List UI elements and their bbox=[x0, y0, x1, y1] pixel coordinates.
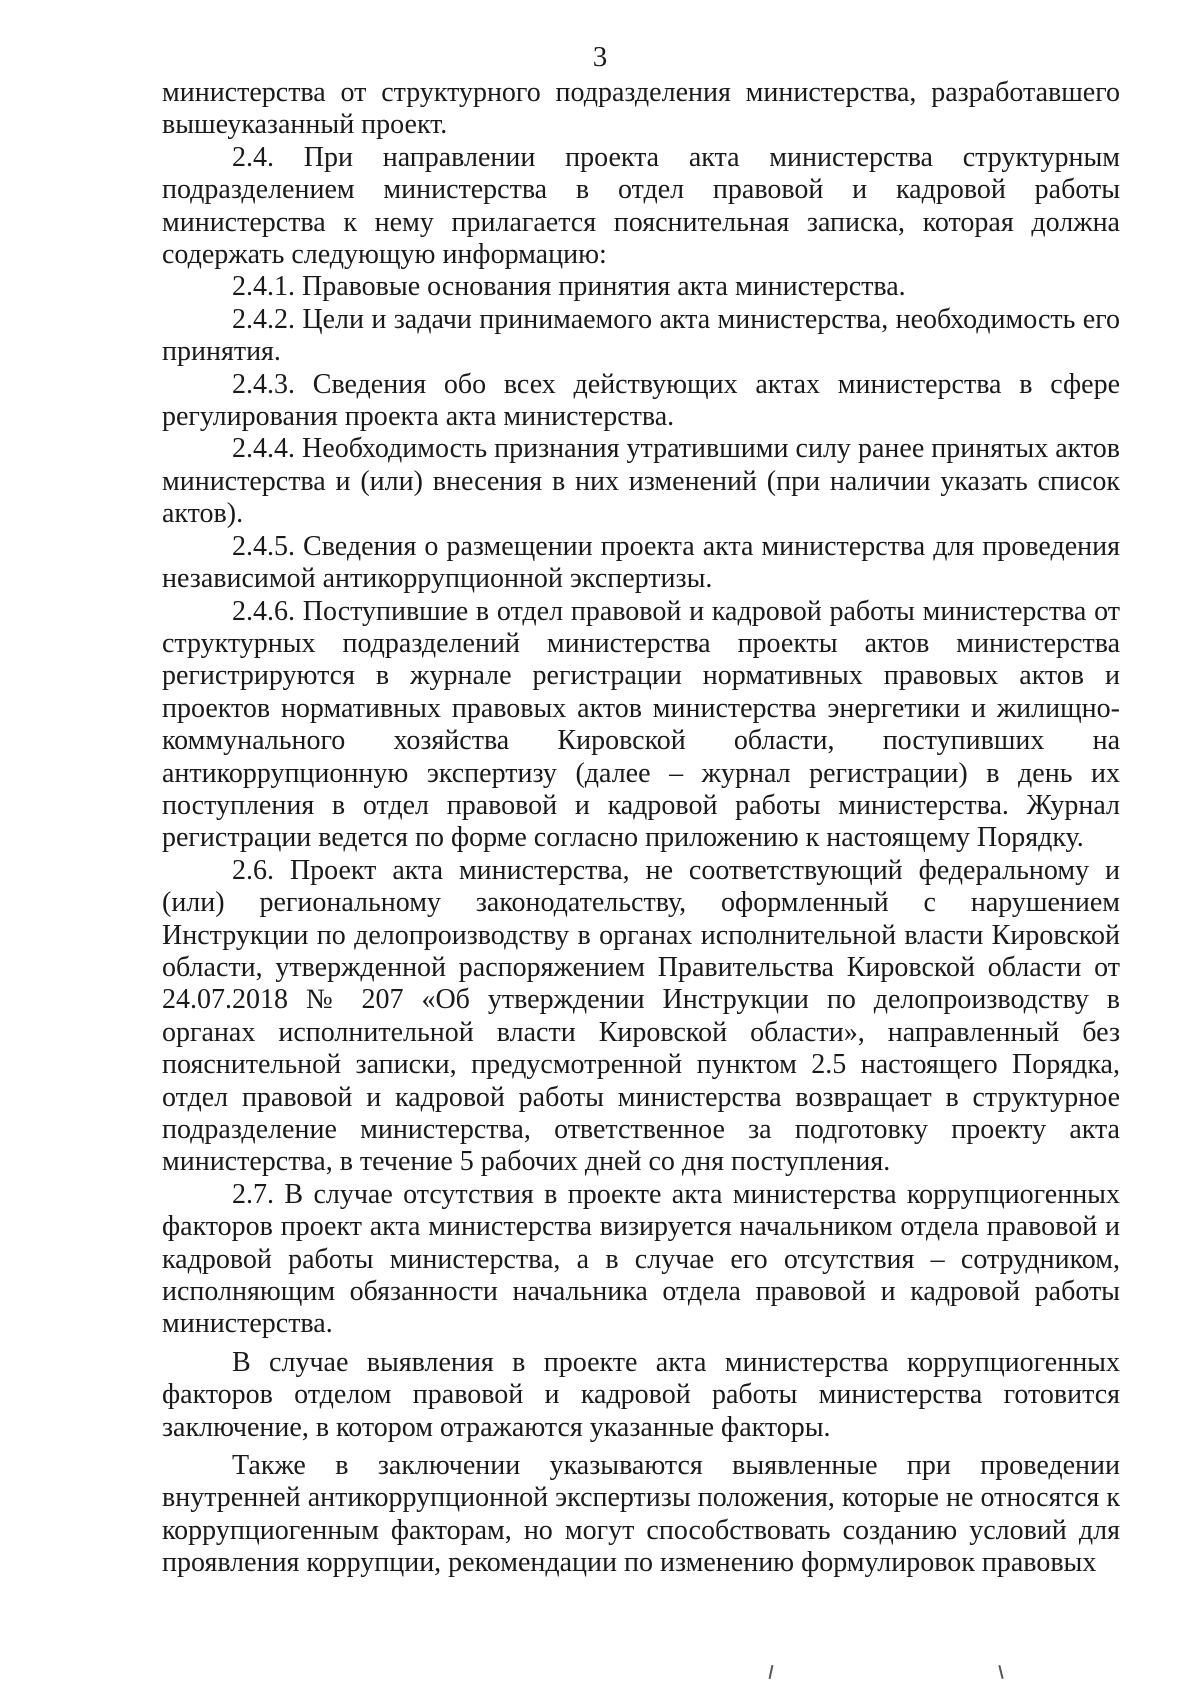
paragraph-2-6: 2.6. Проект акта министерства, не соответствующий федеральному и (или) региональному законодательству, оформленный с нарушением Инструкции по делопроизводству в органах исполнительной власти Кировской области, утвержденной распоряжением Правительства Кировской области от 24.07.2018 № 207 «Об утверждении Инструкции по делопроизводству в органах исполнительной власти Кировской области», направленный без пояснительной записки, предусмотренной пунктом 2.5 настоящего Порядка, отдел правовой и кадровой работы министерства возвращает в структурное подразделение министерства, ответственное за подготовку проекту акта министерства, в течение 5 рабочих дней со дня поступления. bbox=[162, 854, 1120, 1178]
paragraph-2-4-1: 2.4.1. Правовые основания принятия акта министерства. bbox=[232, 271, 906, 303]
document-body bbox=[162, 77, 1120, 1580]
paragraph-2-4-4: 2.4.4. Необходимость признания утратившими силу ранее принятых актов министерства и (или) внесения в них изменений (при наличии указать список актов). bbox=[162, 433, 1120, 530]
paragraph-conclusion-details: Также в заключении указываются выявленные при проведении внутренней антикоррупционной экспертизы положения, которые не относятся к коррупциогенным факторам, но могут способствовать созданию условий для проявления коррупции, рекомендации по изменению формулировок правовых bbox=[162, 1450, 1120, 1579]
page-number: 3 bbox=[592, 41, 608, 73]
scan-artifact-mark bbox=[998, 1665, 1003, 1679]
paragraph-2-4: 2.4. При направлении проекта акта министерства структурным подразделением министерства в отдел правовой и кадровой работы министерства к нему прилагается пояснительная записка, которая должна содержать следующую информацию: bbox=[162, 141, 1120, 271]
paragraph-2-4-2: 2.4.2. Цели и задачи принимаемого акта министерства, необходимость его принятия. bbox=[162, 303, 1120, 368]
paragraph-2-4-6: 2.4.6. Поступившие в отдел правовой и кадровой работы министерства от структурных подразделений министерства проекты актов министерства регистрируются в журнале регистрации нормативных правовых актов и проектов нормативных правовых актов министерства энергетики и жилищно-коммунального хозяйства Кировской области, поступивших на антикоррупционную экспертизу (далее – журнал регистрации) в день их поступления в отдел правовой и кадровой работы министерства. Журнал регистрации ведется по форме согласно приложению к настоящему Порядку. bbox=[162, 595, 1120, 854]
paragraph-2-4-5: 2.4.5. Сведения о размещении проекта акта министерства для проведения независимой антикоррупционной экспертизы. bbox=[162, 530, 1120, 595]
paragraph-2-7: 2.7. В случае отсутствия в проекте акта министерства коррупциогенных факторов проект акта министерства визируется начальником отдела правовой и кадровой работы министерства, а в случае его отсутствия – сотрудником, исполняющим обязанности начальника отдела правовой и кадровой работы министерства. bbox=[162, 1178, 1120, 1340]
paragraph-continuation: министерства от структурного подразделения министерства, разработавшего вышеуказанный проект. bbox=[162, 77, 1120, 141]
paragraph-2-4-3: 2.4.3. Сведения обо всех действующих актах министерства в сфере регулирования проекта акта министерства. bbox=[162, 368, 1120, 433]
paragraph-corruption-factors: В случае выявления в проекте акта министерства коррупциогенных факторов отделом правовой и кадровой работы министерства готовится заключение, в котором отражаются указанные факторы. bbox=[162, 1346, 1120, 1443]
scan-artifact-mark bbox=[769, 1665, 774, 1679]
